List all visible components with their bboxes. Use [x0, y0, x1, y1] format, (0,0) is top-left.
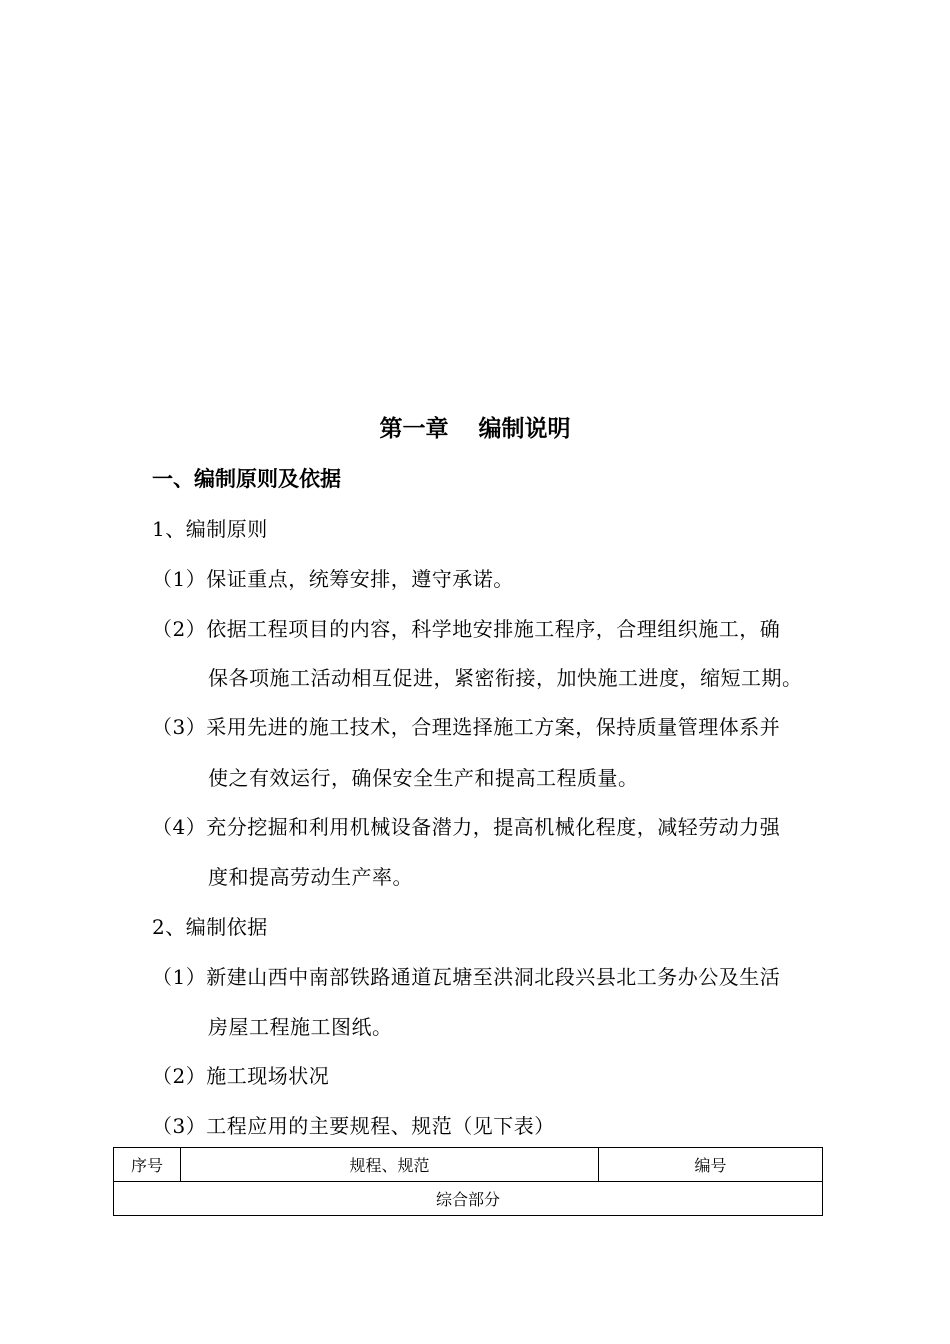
table-row: [114, 1182, 823, 1216]
table-header-row: [114, 1148, 823, 1182]
paragraph-line: （1）新建山西中南部铁路通道瓦塘至洪洞北段兴县北工务办公及生活: [152, 965, 781, 989]
paragraph-line: 度和提高劳动生产率。: [208, 865, 413, 889]
paragraph-line: （1）保证重点，统筹安排，遵守承诺。: [152, 567, 514, 591]
header-cell-code: 编号: [599, 1148, 823, 1182]
paragraph-line: （2）施工现场状况: [152, 1064, 330, 1088]
paragraph-line: （4）充分挖掘和利用机械设备潜力，提高机械化程度，减轻劳动力强: [152, 815, 781, 839]
header-cell-standard: 规程、规范: [181, 1148, 599, 1182]
subsection-heading: 2、编制依据: [152, 915, 268, 939]
paragraph-line: （3）采用先进的施工技术，合理选择施工方案，保持质量管理体系并: [152, 715, 781, 739]
paragraph-line: （3）工程应用的主要规程、规范（见下表）: [152, 1114, 555, 1138]
standards-table: [113, 1147, 823, 1216]
header-cell-index: 序号: [114, 1148, 181, 1182]
chapter-number: 第一章: [379, 416, 449, 442]
group-cell: 综合部分: [114, 1182, 823, 1216]
paragraph-line: （2）依据工程项目的内容，科学地安排施工程序，合理组织施工，确: [152, 617, 781, 641]
paragraph-line: 房屋工程施工图纸。: [208, 1015, 393, 1039]
paragraph-line: 使之有效运行，确保安全生产和提高工程质量。: [208, 766, 639, 790]
section-heading: 一、编制原则及依据: [152, 467, 341, 491]
subsection-heading: 1、编制原则: [152, 517, 268, 541]
paragraph-line: 保各项施工活动相互促进，紧密衔接，加快施工进度，缩短工期。: [208, 666, 803, 690]
chapter-name: 编制说明: [478, 416, 571, 442]
chapter-title: [0, 410, 950, 443]
